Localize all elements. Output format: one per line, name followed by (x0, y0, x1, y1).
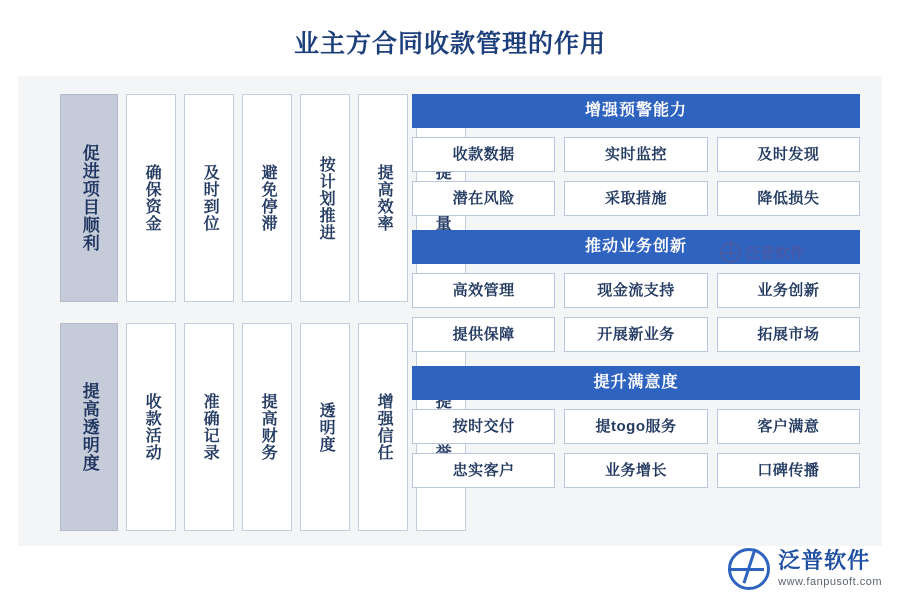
left-group-promote-item-1: 及时到位 (201, 164, 219, 232)
list-item: 降低损失 (717, 181, 860, 216)
left-group-transparency (60, 323, 466, 531)
section-innovation-header: 推动业务创新 (412, 230, 860, 264)
left-group-promote-item-0: 确保资金 (143, 164, 161, 232)
left-group-promote (60, 94, 466, 302)
left-group-transparency-item-2: 提高财务 (259, 393, 277, 461)
diagram-content (60, 94, 860, 534)
list-item: 业务增长 (564, 453, 707, 488)
section-warning-header: 增强预警能力 (412, 94, 860, 128)
list-item (358, 94, 408, 302)
list-item (126, 94, 176, 302)
section-warning-row-0 (412, 137, 860, 172)
list-item: 潜在风险 (412, 181, 555, 216)
list-item: 及时发现 (717, 137, 860, 172)
section-satisfaction-row-1 (412, 453, 860, 488)
brand-url: www.fanpusoft.com (778, 575, 882, 588)
section-satisfaction (412, 366, 860, 488)
right-sections (412, 94, 860, 502)
brand-name: 泛普软件 (778, 547, 871, 573)
list-item (242, 323, 292, 531)
list-item: 提供保障 (412, 317, 555, 352)
list-item (300, 94, 350, 302)
left-group-promote-item-4: 提高效率 (375, 164, 393, 232)
left-group-transparency-item-4: 增强信任 (375, 393, 393, 461)
list-item: 提togo服务 (564, 409, 707, 444)
globe-icon (728, 548, 770, 590)
list-item (126, 323, 176, 531)
list-item: 采取措施 (564, 181, 707, 216)
section-satisfaction-header: 提升满意度 (412, 366, 860, 400)
list-item: 高效管理 (412, 273, 555, 308)
left-group-transparency-item-3: 透明度 (317, 401, 335, 453)
list-item (184, 94, 234, 302)
list-item (300, 323, 350, 531)
section-warning-row-1 (412, 181, 860, 216)
left-group-promote-item-2: 避免停滞 (259, 164, 277, 232)
brand-logo (728, 548, 882, 590)
section-innovation (412, 230, 860, 352)
list-item (358, 323, 408, 531)
left-group-transparency-header-label: 提高透明度 (79, 382, 99, 472)
list-item: 按时交付 (412, 409, 555, 444)
left-group-transparency-item-1: 准确记录 (201, 393, 219, 461)
diagram-panel (18, 76, 882, 546)
list-item: 拓展市场 (717, 317, 860, 352)
list-item: 实时监控 (564, 137, 707, 172)
section-innovation-row-0 (412, 273, 860, 308)
section-innovation-row-1 (412, 317, 860, 352)
section-satisfaction-row-0 (412, 409, 860, 444)
list-item: 收款数据 (412, 137, 555, 172)
list-item: 业务创新 (717, 273, 860, 308)
section-warning (412, 94, 860, 216)
left-group-promote-item-3: 按计划推进 (317, 155, 335, 241)
list-item (242, 94, 292, 302)
page-title: 业主方合同收款管理的作用 (293, 30, 606, 58)
list-item: 口碑传播 (717, 453, 860, 488)
left-group-promote-header-label: 促进项目顺利 (79, 144, 99, 252)
brand-logo-texts (778, 549, 882, 590)
list-item: 现金流支持 (564, 273, 707, 308)
list-item (184, 323, 234, 531)
left-group-promote-header (60, 94, 118, 302)
list-item: 忠实客户 (412, 453, 555, 488)
left-group-transparency-item-0: 收款活动 (143, 393, 161, 461)
list-item: 客户满意 (717, 409, 860, 444)
left-group-transparency-header (60, 323, 118, 531)
list-item: 开展新业务 (564, 317, 707, 352)
